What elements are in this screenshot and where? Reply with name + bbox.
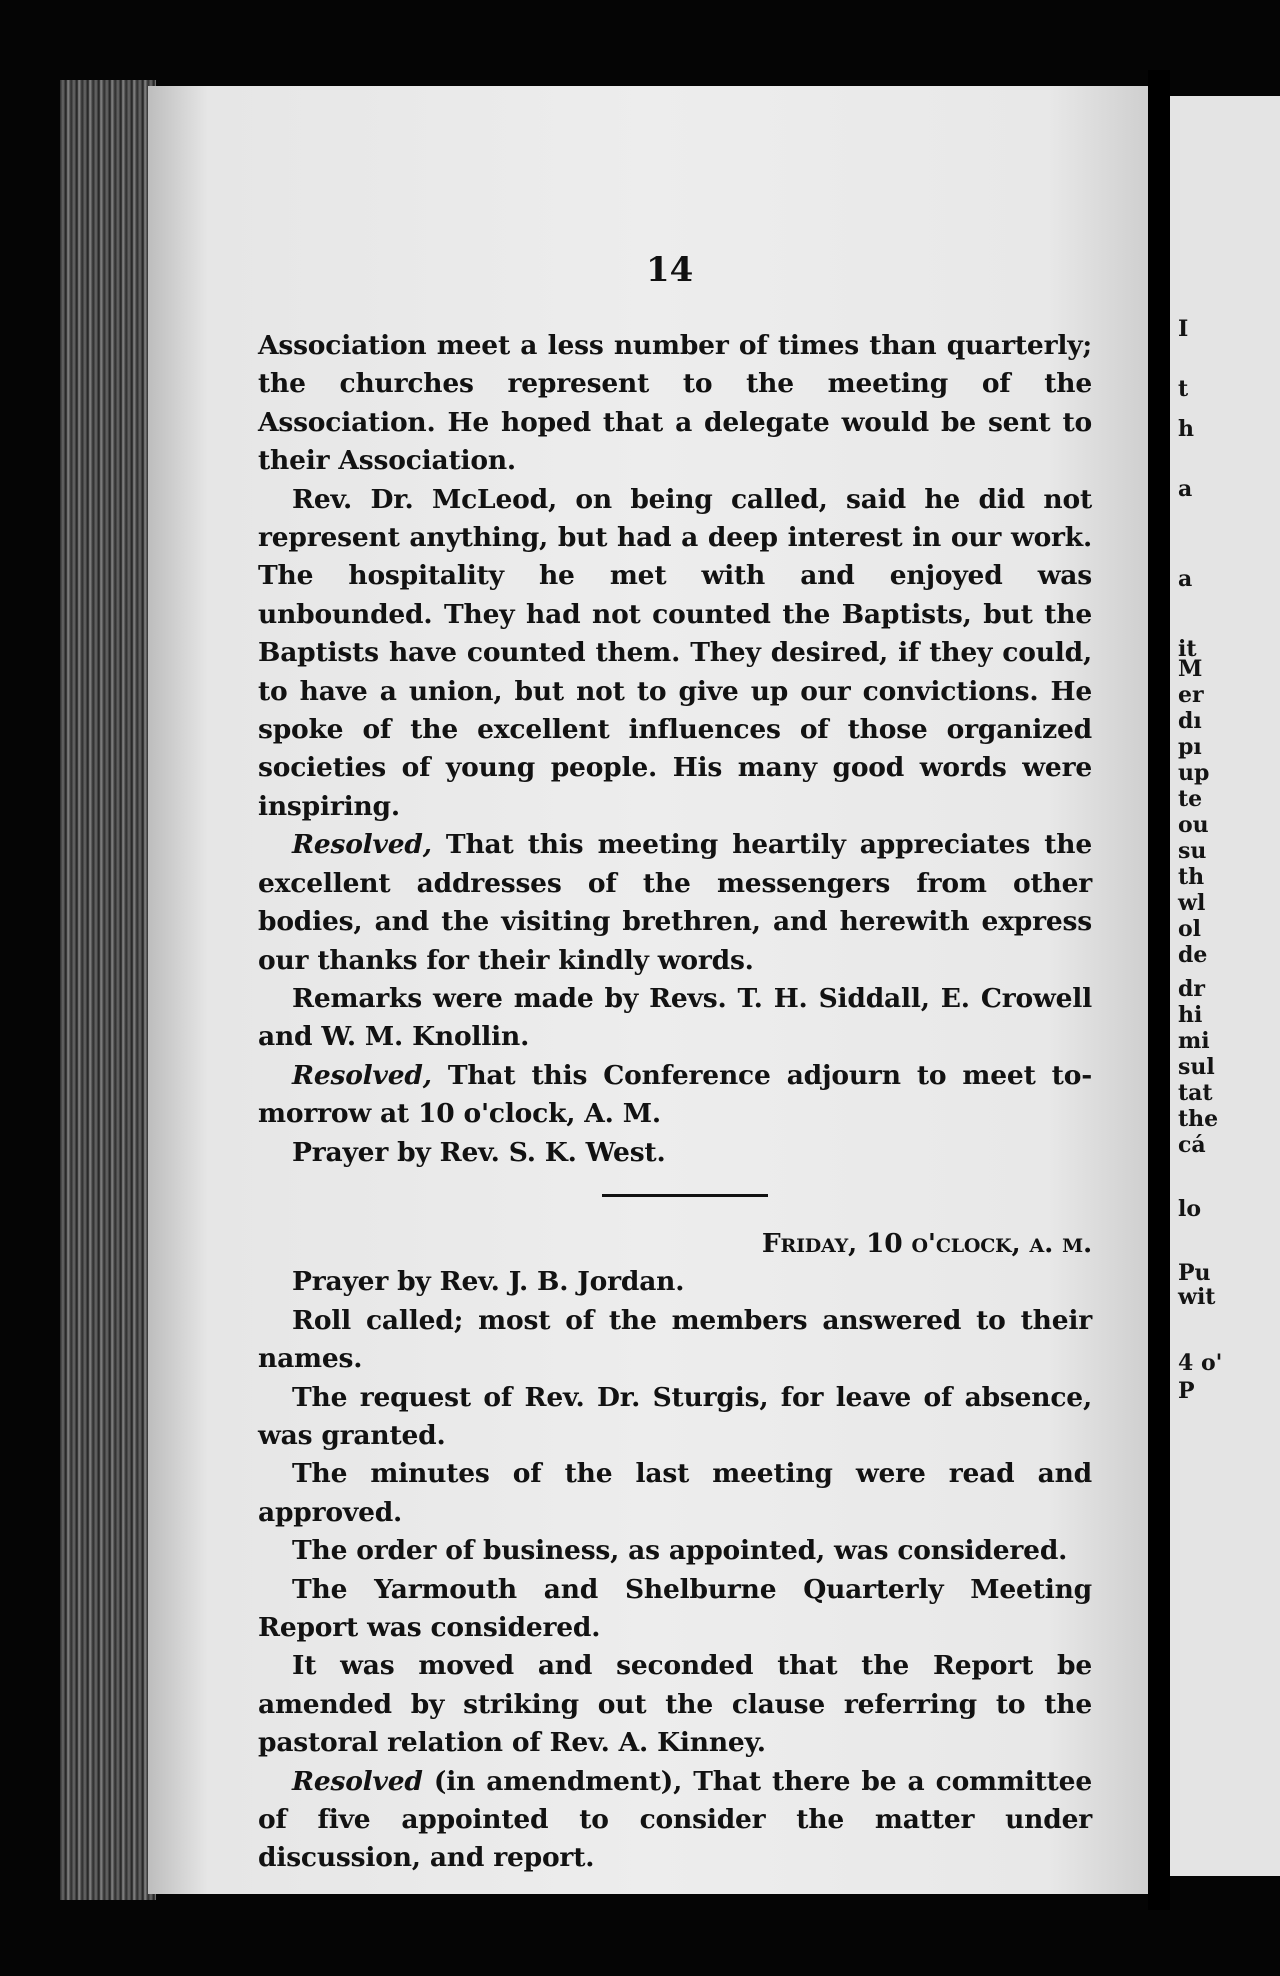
paragraph-text: The minutes of the last meeting were read and approved. — [258, 1458, 1092, 1528]
minutes-before-recess — [258, 327, 1092, 1172]
paragraph — [258, 980, 1092, 1057]
adjacent-page-fragment: su — [1178, 838, 1207, 864]
paragraph — [258, 1455, 1092, 1532]
paragraph-text: That this Conference adjourn to meet to-morrow at 10 o'clock, A. M. — [258, 1059, 1092, 1130]
resolved-label: Resolved, — [292, 829, 432, 861]
adjacent-page-fragment: the — [1178, 1106, 1219, 1132]
adjacent-page-fragment: lo — [1178, 1196, 1202, 1222]
adjacent-page-fragment: ou — [1178, 812, 1209, 838]
paragraph — [258, 1057, 1092, 1134]
paragraph-text: Roll called; most of the members answered to their names. — [258, 1304, 1092, 1375]
adjacent-page-fragment: hi — [1178, 1002, 1203, 1028]
adjacent-page-fragment: a — [1178, 476, 1193, 502]
adjacent-page-fragment: dı — [1178, 708, 1202, 734]
resolved-label: Resolved — [292, 1765, 423, 1797]
paragraph-text: The request of Rev. Dr. Sturgis, for leave of absence, was granted. — [258, 1381, 1092, 1451]
paragraph — [258, 826, 1092, 980]
paragraph-text: Prayer by Rev. S. K. West. — [292, 1136, 666, 1168]
minutes-friday-session — [258, 1263, 1092, 1878]
adjacent-page-fragment: de — [1178, 942, 1208, 968]
paragraph-text: Rev. Dr. McLeod, on being called, said he did not represent anything, but had a deep interest in our work. The hospitality he met with and enjoyed was unbounded. They had not counted the Baptists, but the Baptists have counted them. They desired, if they could, to have a union, but not to give up our convictions. He spoke of the excellent influences of those organized societies of young people. His many good words were inspiring. — [258, 483, 1092, 822]
adjacent-page-fragment: tat — [1178, 1080, 1213, 1106]
paragraph — [258, 481, 1092, 827]
page-number: 14 — [646, 250, 694, 290]
paragraph-text: The order of business, as appointed, was considered. — [292, 1535, 1068, 1567]
adjacent-page-fragment: er — [1178, 682, 1204, 708]
book-spine-edges — [60, 80, 156, 1900]
adjacent-page-fragment: M — [1178, 656, 1203, 682]
adjacent-page-fragment: cá — [1178, 1132, 1206, 1158]
adjacent-page-fragment: 4 o' — [1178, 1350, 1223, 1376]
section-divider-rule — [602, 1194, 768, 1197]
adjacent-page-fragment: wit — [1178, 1284, 1216, 1310]
adjacent-page-edge — [1170, 96, 1280, 1876]
adjacent-page-fragment: Pu — [1178, 1260, 1211, 1286]
paragraph-text: Prayer by Rev. J. B. Jordan. — [292, 1266, 685, 1298]
adjacent-page-fragment: mi — [1178, 1028, 1210, 1054]
paragraph — [258, 1532, 1092, 1570]
paragraph-text: (in amendment), That there be a committee of five appointed to consider the matter under discussion, and report. — [258, 1765, 1092, 1874]
paragraph — [258, 1379, 1092, 1456]
adjacent-page-fragment: pı — [1178, 734, 1202, 760]
adjacent-page-fragment: wl — [1178, 890, 1206, 916]
paragraph-text: Remarks were made by Revs. T. H. Siddall, E. Crowell and W. M. Knollin. — [258, 982, 1092, 1053]
adjacent-page-fragment: t — [1178, 376, 1189, 402]
adjacent-page-fragment: th — [1178, 864, 1205, 890]
paragraph — [258, 1134, 1092, 1172]
adjacent-page-fragment: P — [1178, 1378, 1195, 1404]
paragraph — [258, 327, 1092, 481]
paragraph-text: It was moved and seconded that the Report be amended by striking out the clause referring to the pastoral relation of Rev. A. Kinney. — [258, 1650, 1092, 1759]
book-gutter — [1148, 70, 1170, 1910]
paragraph-text: Association meet a less number of times than quarterly; the churches represent to the meeting of the Association. He hoped that a delegate would be sent to their Association. — [258, 330, 1092, 477]
adjacent-page-fragment: a — [1178, 566, 1193, 592]
paragraph — [258, 1302, 1092, 1379]
adjacent-page-fragment: h — [1178, 416, 1194, 442]
adjacent-page-fragment: up — [1178, 760, 1210, 786]
paragraph-text: That this meeting heartily appreciates the excellent addresses of the messengers from other bodies, and the visiting brethren, and herewith express our thanks for their kindly words. — [258, 829, 1092, 976]
paragraph — [258, 1571, 1092, 1648]
adjacent-page-fragment: ol — [1178, 916, 1202, 942]
paragraph — [258, 1647, 1092, 1762]
page-body-text — [258, 327, 1092, 1878]
adjacent-page-fragment: I — [1178, 316, 1189, 342]
adjacent-page-fragment: te — [1178, 786, 1203, 812]
paragraph — [258, 1263, 1092, 1301]
resolved-label: Resolved, — [292, 1059, 432, 1091]
session-heading: Friday, 10 o'clock, a. m. — [761, 1227, 1092, 1259]
adjacent-page-fragment: dr — [1178, 976, 1205, 1002]
paragraph-text: The Yarmouth and Shelburne Quarterly Meeting Report was considered. — [258, 1573, 1092, 1643]
adjacent-page-fragment: it — [1178, 636, 1197, 662]
paragraph — [258, 1763, 1092, 1878]
adjacent-page-fragment: sul — [1178, 1054, 1215, 1080]
